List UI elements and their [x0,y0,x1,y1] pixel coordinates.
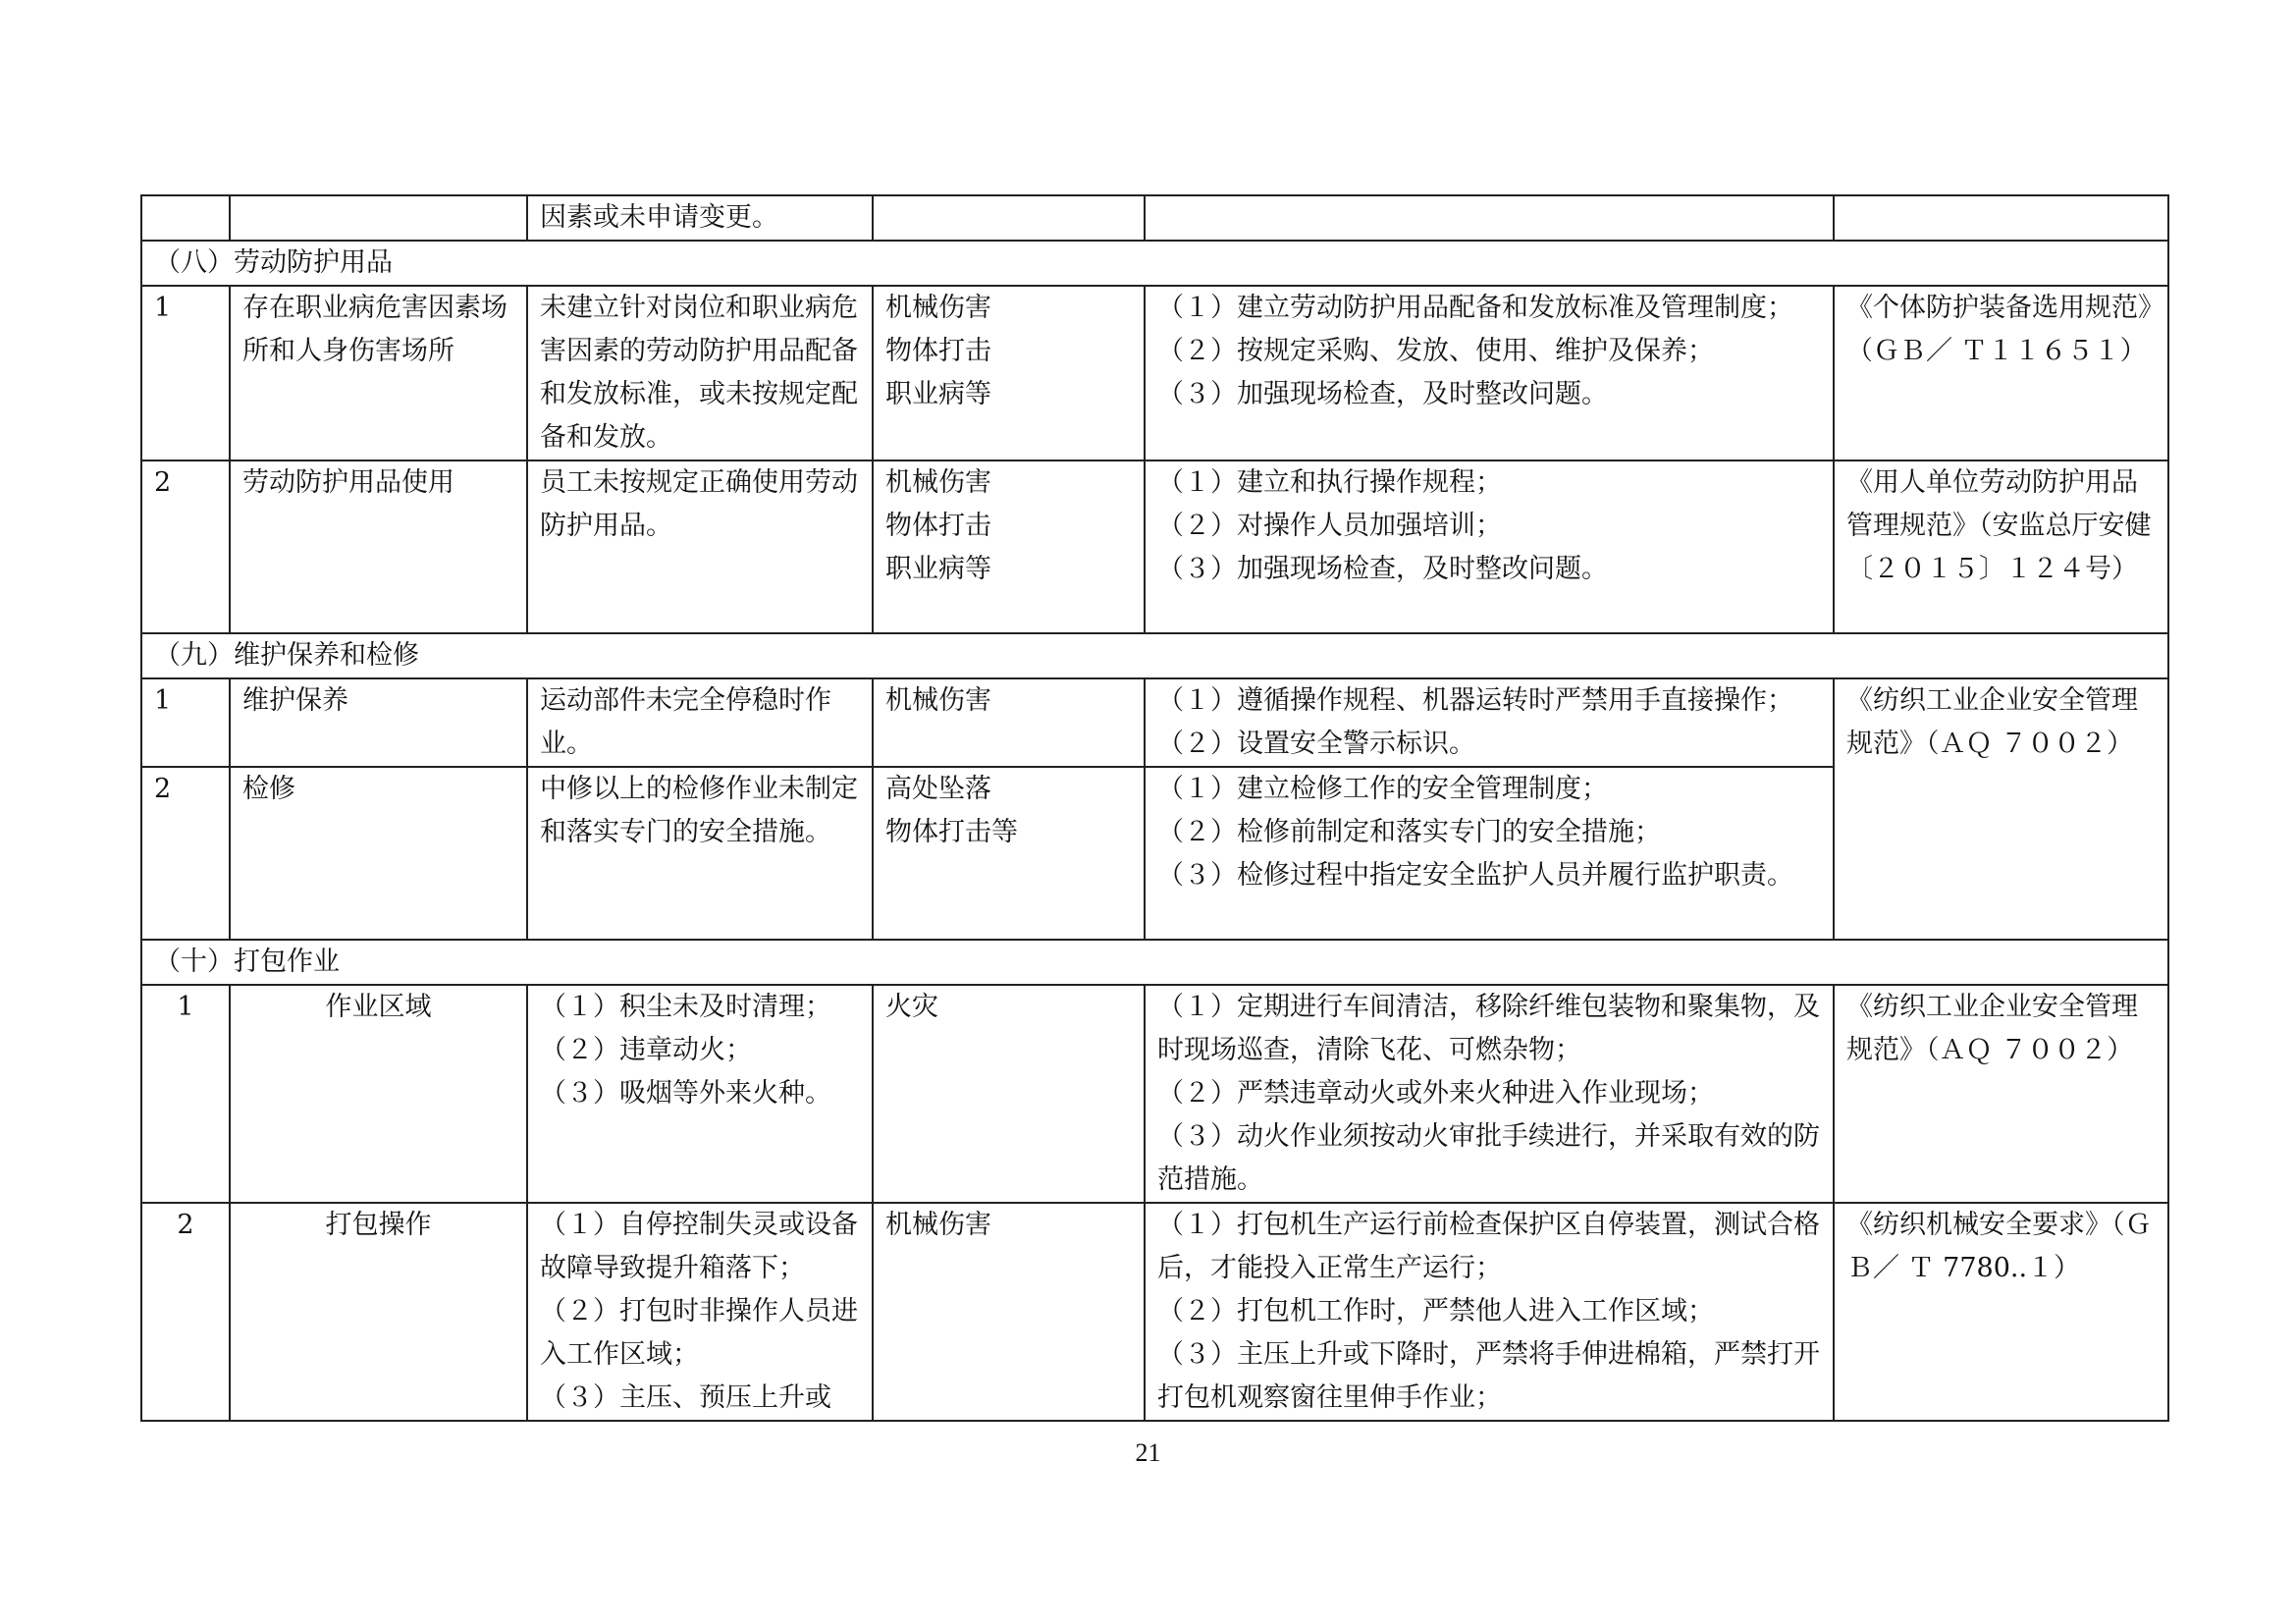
measure-line: （１）定期进行车间清洁，移除纤维包装物和聚集物，及时现场巡查，清除飞花、可燃杂物； [1157,992,1820,1065]
measure-line: （１）打包机生产运行前检查保护区自停装置，测试合格后，才能投入正常生产运行； [1157,1210,1820,1283]
cell-basis: 《纺织机械安全要求》（ＧＢ／ Ｔ 7780..１） [1834,1203,2168,1421]
table-row [141,985,2168,1203]
safety-standards-table [140,194,2169,1422]
hazard-line: （３）主压、预压上升或 [540,1382,831,1413]
cell-basis: 《个体防护装备选用规范》（ＧＢ／ Ｔ１１６５１） [1834,286,2168,460]
measure-line: （２）设置安全警示标识。 [1157,729,1475,759]
cell-accident [873,985,1145,1203]
accident-line: 机械伤害 [885,685,991,716]
cell-no: 1 [141,678,230,767]
section-title: （十）打包作业 [141,940,2168,985]
cell-no: 1 [141,286,230,460]
cell-item: 存在职业病危害因素场 所和人身伤害场所 [230,286,527,460]
accident-line: 物体打击 [885,336,991,366]
accident-line: 职业病等 [885,379,991,409]
cell-accident [873,767,1145,940]
cell-no [141,195,230,241]
measure-line: （２）对操作人员加强培训； [1157,511,1502,541]
cell-item: 打包操作 [230,1203,527,1421]
cell-basis [1834,195,2168,241]
cell-measures [1145,767,1834,940]
cell-accident [873,1203,1145,1421]
section-header-row [141,940,2168,985]
hazard-line: （３）吸烟等外来火种。 [540,1078,831,1109]
accident-line: 物体打击 [885,511,991,541]
cell-no: 2 [141,767,230,940]
accident-line: 机械伤害 [885,467,991,498]
cell-hazard [527,1203,873,1421]
measure-line: （１）遵循操作规程、机器运转时严禁用手直接操作； [1157,685,1793,716]
measure-line: （２）严禁违章动火或外来火种进入作业现场； [1157,1078,1714,1109]
cell-hazard: 运动部件未完全停稳时作业。 [527,678,873,767]
measure-line: （１）建立劳动防护用品配备和发放标准及管理制度； [1157,293,1793,323]
cell-basis: 《纺织工业企业安全管理规范》（ＡＱ ７００２） [1834,985,2168,1203]
table-row [141,286,2168,460]
page-number: 21 [1135,1438,1161,1467]
accident-line: 物体打击等 [885,817,1018,847]
cell-measures [1145,1203,1834,1421]
cell-hazard: 中修以上的检修作业未制定和落实专门的安全措施。 [527,767,873,940]
cell-item: 劳动防护用品使用 [230,460,527,633]
measure-line: （２）按规定采购、发放、使用、维护及保养； [1157,336,1714,366]
hazard-line: （１）自停控制失灵或设备故障导致提升箱落下； [540,1210,858,1283]
table-row [141,1203,2168,1421]
accident-line: 火灾 [885,992,938,1022]
accident-line: 职业病等 [885,554,991,584]
cell-measures [1145,286,1834,460]
section-title: （八）劳动防护用品 [141,241,2168,286]
cell-measures [1145,195,1834,241]
section-header-row [141,633,2168,678]
measure-line: （１）建立和执行操作规程； [1157,467,1502,498]
cell-item: 维护保养 [230,678,527,767]
accident-line: 机械伤害 [885,1210,991,1240]
measure-line: （３）动火作业须按动火审批手续进行，并采取有效的防范措施。 [1157,1121,1820,1195]
cell-accident [873,286,1145,460]
cell-accident [873,195,1145,241]
table-row [141,460,2168,633]
cell-hazard [527,985,873,1203]
measure-line: （３）加强现场检查，及时整改问题。 [1157,554,1608,584]
cell-basis: 《用人单位劳动防护用品管理规范》（安监总厅安健〔２０１５〕１２４号） [1834,460,2168,633]
cell-hazard: 员工未按规定正确使用劳动防护用品。 [527,460,873,633]
measure-line: （３）检修过程中指定安全监护人员并履行监护职责。 [1157,860,1793,891]
cell-no: 2 [141,460,230,633]
measure-line: （２）检修前制定和落实专门的安全措施； [1157,817,1661,847]
hazard-line: （１）积尘未及时清理； [540,992,831,1022]
cell-accident [873,678,1145,767]
cell-no: 1 [141,985,230,1203]
cell-no: 2 [141,1203,230,1421]
measure-line: （３）主压上升或下降时，严禁将手伸进棉箱，严禁打开打包机观察窗往里伸手作业； [1157,1339,1820,1413]
cell-measures [1145,460,1834,633]
section-header-row [141,241,2168,286]
accident-line: 高处坠落 [885,774,991,804]
measure-line: （２）打包机工作时，严禁他人进入工作区域； [1157,1296,1714,1326]
cell-hazard: 未建立针对岗位和职业病危害因素的劳动防护用品配备和发放标准，或未按规定配备和发放。 [527,286,873,460]
cell-measures [1145,678,1834,767]
cell-item [230,195,527,241]
cell-basis: 《纺织工业企业安全管理规范》（ＡＱ ７００２） [1834,678,2168,940]
measure-line: （１）建立检修工作的安全管理制度； [1157,774,1608,804]
cell-hazard: 因素或未申请变更。 [527,195,873,241]
carry-over-row [141,195,2168,241]
cell-item: 作业区域 [230,985,527,1203]
hazard-line: （２）打包时非操作人员进入工作区域； [540,1296,858,1370]
cell-item: 检修 [230,767,527,940]
accident-line: 机械伤害 [885,293,991,323]
cell-accident [873,460,1145,633]
table-row [141,678,2168,767]
section-title: （九）维护保养和检修 [141,633,2168,678]
cell-measures [1145,985,1834,1203]
hazard-line: （２）违章动火； [540,1035,752,1065]
measure-line: （３）加强现场检查，及时整改问题。 [1157,379,1608,409]
